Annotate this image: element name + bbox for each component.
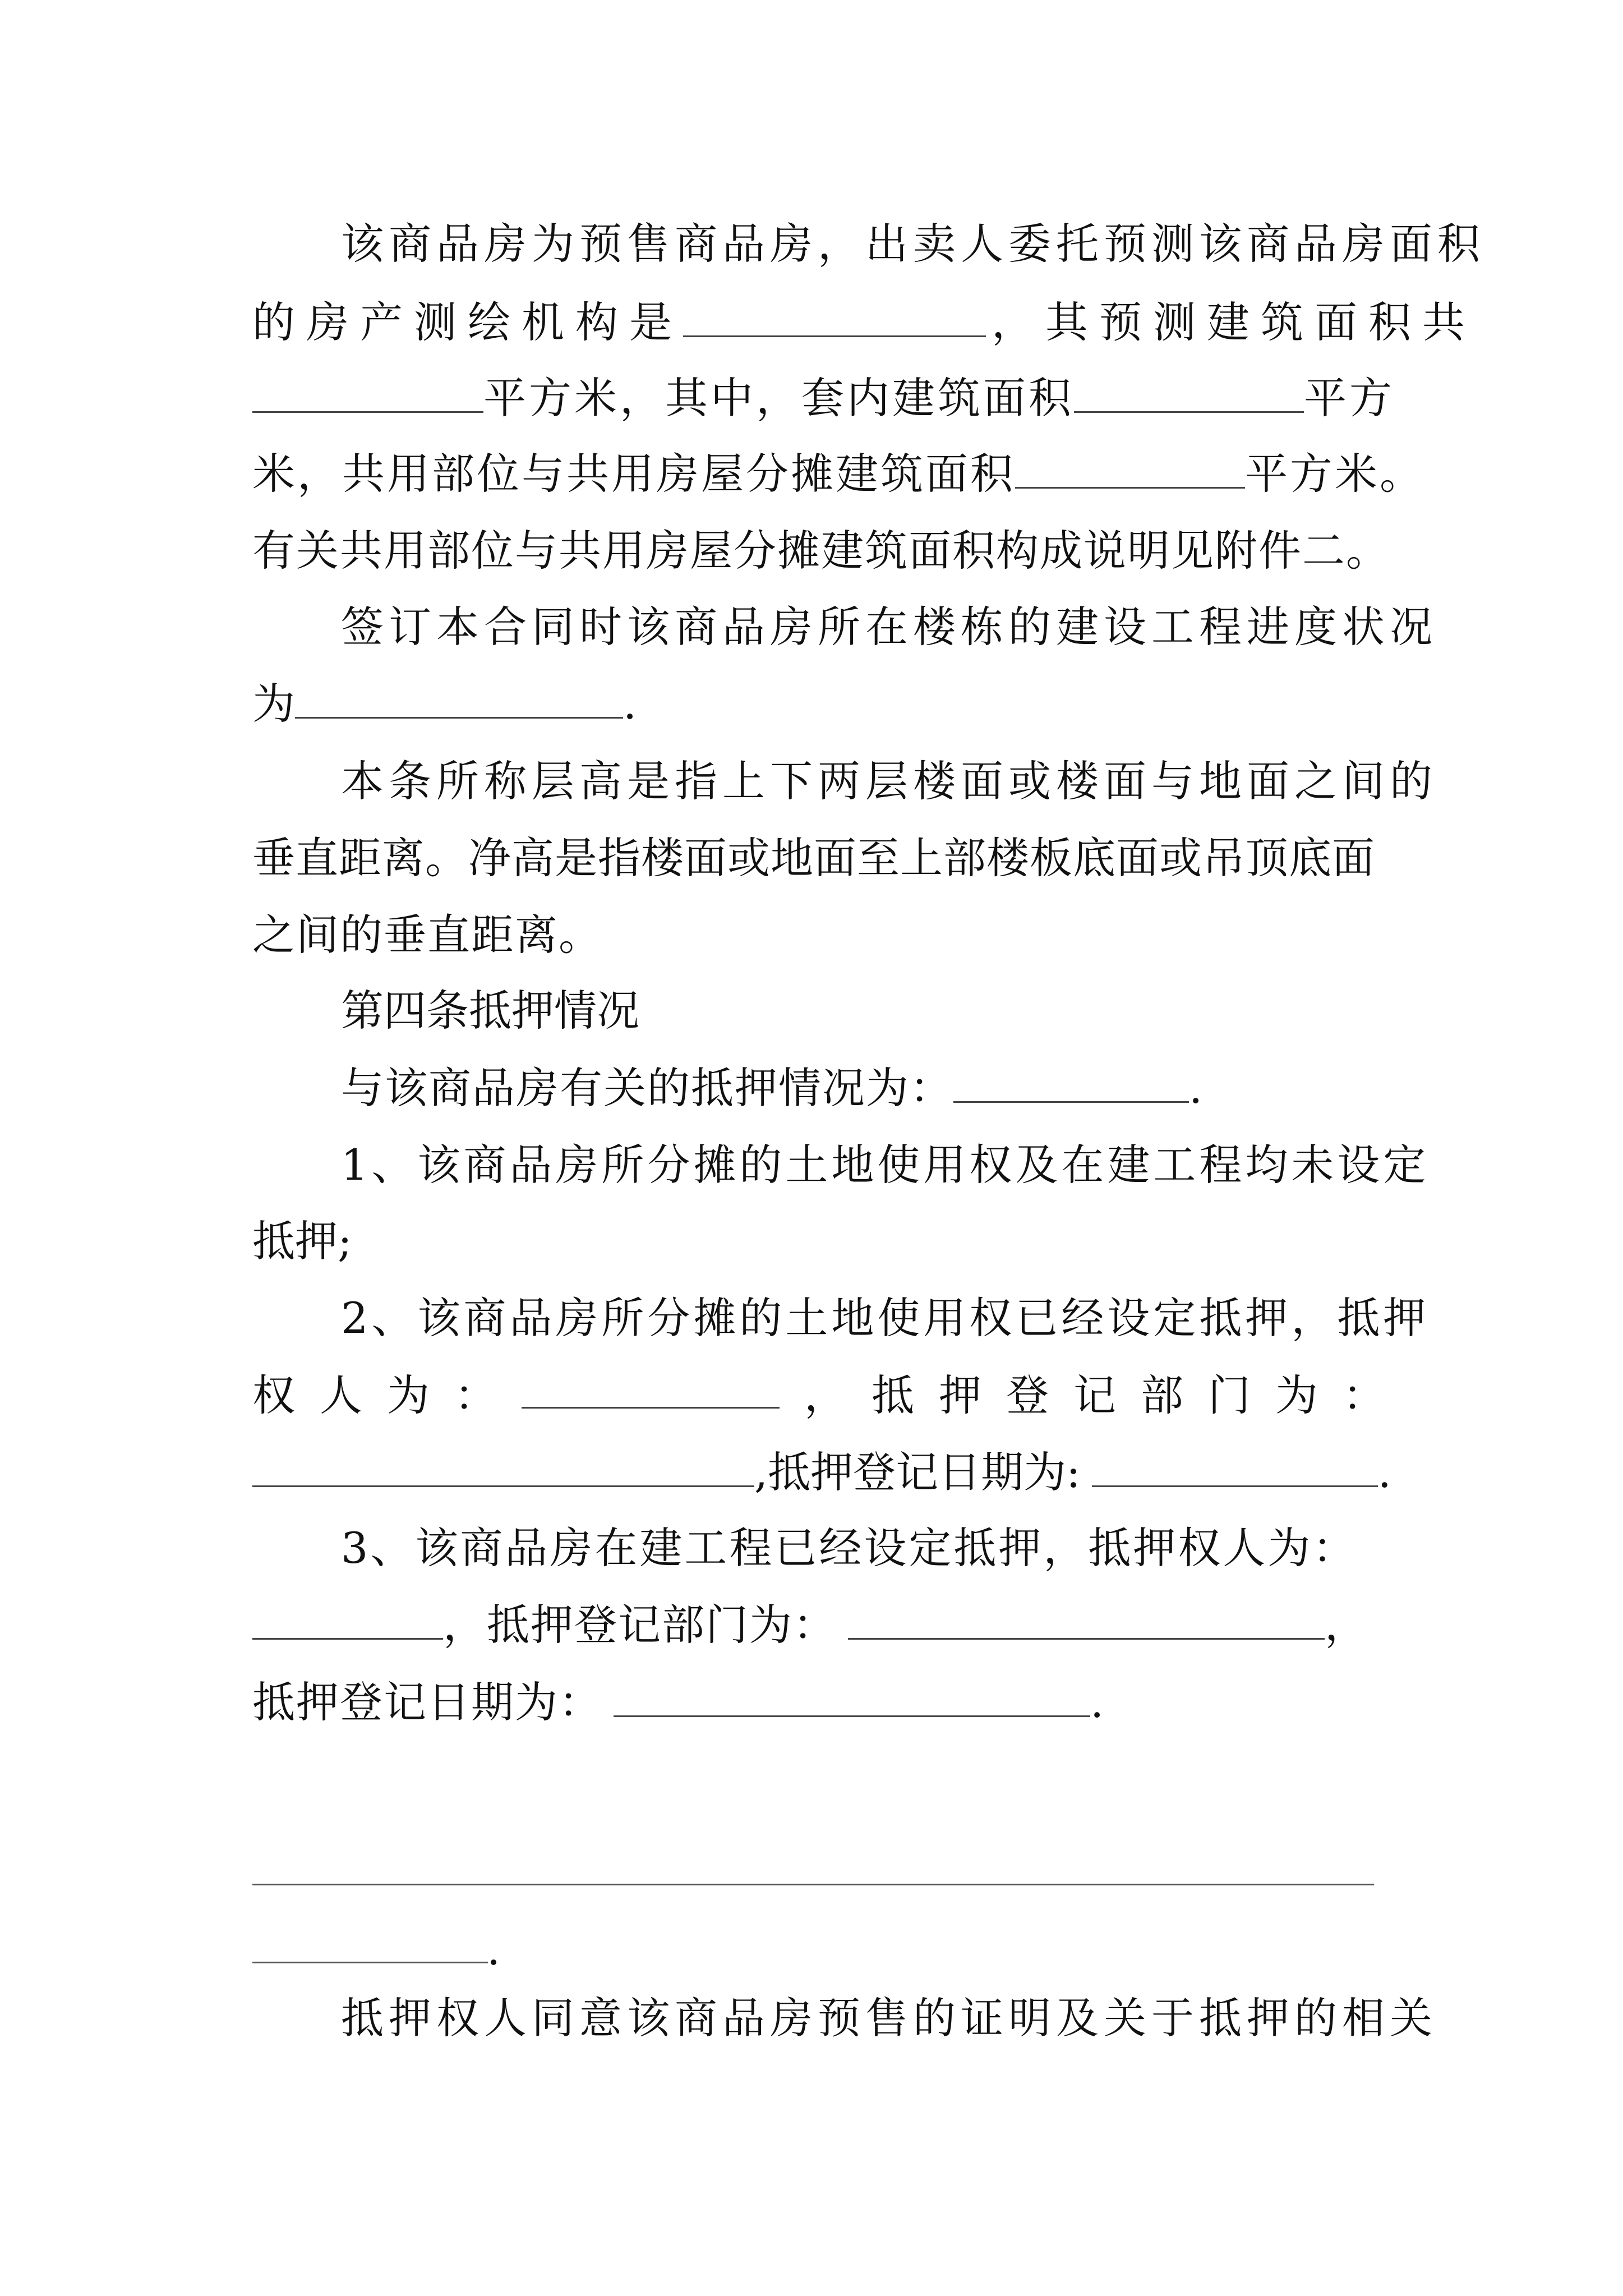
article-4-intro-dot: . bbox=[1189, 1063, 1203, 1113]
item-1-line-2 bbox=[252, 1213, 1385, 1269]
item-3-line-1 bbox=[341, 1520, 1385, 1576]
p1-line-1-text: 该商品房为预售商品房，出卖人委托预测该商品房面积 bbox=[341, 219, 1485, 269]
item-3-line-1-text: 3、该商品房在建工程已经设定抵押，抵押权人为： bbox=[341, 1523, 1358, 1573]
item-2-line-1 bbox=[341, 1290, 1430, 1346]
item-2-char: ： bbox=[1343, 1370, 1385, 1420]
item-2-line-3-dot: . bbox=[1377, 1447, 1391, 1497]
p1-line-4 bbox=[252, 446, 1424, 502]
item-2-line-3-text: ,抵押登记日期为: bbox=[754, 1447, 1081, 1497]
item-2-char: 人 bbox=[320, 1370, 362, 1420]
p1-line-3-text-a: 平方米，其中，套内建筑面积 bbox=[483, 373, 1074, 423]
article-4-heading-text: 第四条抵押情况 bbox=[341, 986, 639, 1036]
p1-line-4-text-b: 平方米。 bbox=[1245, 449, 1424, 499]
construction-registry-date-blank[interactable] bbox=[614, 1676, 1090, 1717]
last-line-text: 抵押权人同意该商品房预售的证明及关于抵押的相关 bbox=[341, 1993, 1437, 2043]
shared-area-blank[interactable] bbox=[1015, 448, 1245, 489]
item-2-char: 门 bbox=[1208, 1370, 1251, 1420]
mortgage-status-blank[interactable] bbox=[953, 1062, 1189, 1103]
construction-registry-dept-blank[interactable] bbox=[848, 1599, 1325, 1640]
p3-line-3 bbox=[252, 907, 1385, 963]
article-4-heading bbox=[341, 983, 1385, 1039]
extra-blank-short-line[interactable] bbox=[252, 1962, 488, 1963]
total-area-blank[interactable] bbox=[252, 372, 483, 413]
p1-line-1 bbox=[341, 216, 1485, 272]
p2-line-2-text-b: . bbox=[623, 679, 637, 729]
article-4-intro bbox=[341, 1060, 1385, 1116]
p2-line-1 bbox=[341, 599, 1437, 655]
p2-line-2-text-a: 为 bbox=[252, 679, 295, 729]
item-2-char: 记 bbox=[1073, 1370, 1116, 1420]
p2-line-2 bbox=[252, 676, 1385, 732]
item-2-char: 抵 bbox=[872, 1370, 914, 1420]
p1-line-2-text-a: 的房产测绘机构是 bbox=[252, 297, 683, 347]
item-1-line-1 bbox=[341, 1137, 1430, 1193]
progress-blank[interactable] bbox=[295, 678, 623, 719]
land-registry-date-blank[interactable] bbox=[1092, 1446, 1378, 1487]
item-2-char: 押 bbox=[939, 1370, 981, 1420]
p1-line-5-text: 有关共用部位与共用房屋分摊建筑面积构成说明见附件二。 bbox=[252, 526, 1390, 576]
p1-line-2-text-b: ，其预测建筑面积共 bbox=[992, 297, 1476, 347]
p1-line-3 bbox=[252, 370, 1395, 426]
item-3-line-3-dot: . bbox=[1090, 1677, 1104, 1727]
item-1-line-1-text: 1、该商品房所分摊的土地使用权及在建工程均未设定 bbox=[341, 1140, 1430, 1190]
p3-line-3-text: 之间的垂直距离。 bbox=[252, 910, 602, 960]
item-3-line-3 bbox=[252, 1674, 1385, 1731]
item-2-char: 部 bbox=[1141, 1370, 1183, 1420]
item-2-char: 为 bbox=[1275, 1370, 1318, 1420]
item-2-line-1-text: 2、该商品房所分摊的土地使用权已经设定抵押，抵押 bbox=[341, 1293, 1430, 1343]
p3-line-2 bbox=[252, 830, 1385, 886]
p1-line-5 bbox=[252, 523, 1390, 579]
p1-line-4-text-a: 米，共用部位与共用房屋分摊建筑面积 bbox=[252, 449, 1015, 499]
article-4-intro-text: 与该商品房有关的抵押情况为： bbox=[341, 1063, 953, 1113]
p1-line-2 bbox=[252, 295, 1476, 351]
extra-blank-line[interactable] bbox=[252, 1884, 1374, 1885]
item-2-line-3 bbox=[252, 1444, 1391, 1501]
land-mortgagee-blank[interactable] bbox=[522, 1368, 780, 1409]
surveyor-blank[interactable] bbox=[683, 296, 986, 337]
item-2-char: ， bbox=[804, 1370, 847, 1420]
item-3-line-3-text: 抵押登记日期为： bbox=[252, 1677, 602, 1727]
item-3-line-2 bbox=[252, 1597, 1385, 1653]
p1-line-3-text-b: 平方 bbox=[1304, 373, 1395, 423]
item-2-line-2 bbox=[252, 1368, 1385, 1424]
item-2-char: 为 bbox=[387, 1370, 430, 1420]
last-line bbox=[341, 1990, 1437, 2046]
item-3-line-2-text: ，抵押登记部门为： bbox=[443, 1600, 837, 1650]
land-registry-dept-blank[interactable] bbox=[252, 1446, 754, 1487]
p3-line-1-text: 本条所称层高是指上下两层楼面或楼面与地面之间的 bbox=[341, 756, 1437, 806]
item-2-char: 权 bbox=[252, 1370, 295, 1420]
p3-line-2-text: 垂直距离。净高是指楼面或地面至上部楼板底面或吊顶底面 bbox=[252, 833, 1375, 883]
p3-line-1 bbox=[341, 753, 1437, 809]
trailing-dot: . bbox=[487, 1925, 501, 1975]
item-1-line-2-text: 抵押; bbox=[252, 1216, 352, 1266]
p2-line-1-text: 签订本合同时该商品房所在楼栋的建设工程进度状况 bbox=[341, 602, 1437, 652]
item-2-char: 登 bbox=[1006, 1370, 1049, 1420]
inner-area-blank[interactable] bbox=[1074, 372, 1304, 413]
construction-mortgagee-blank[interactable] bbox=[252, 1599, 443, 1640]
item-2-char: ： bbox=[454, 1370, 497, 1420]
item-3-line-2-comma: ， bbox=[1325, 1600, 1367, 1650]
